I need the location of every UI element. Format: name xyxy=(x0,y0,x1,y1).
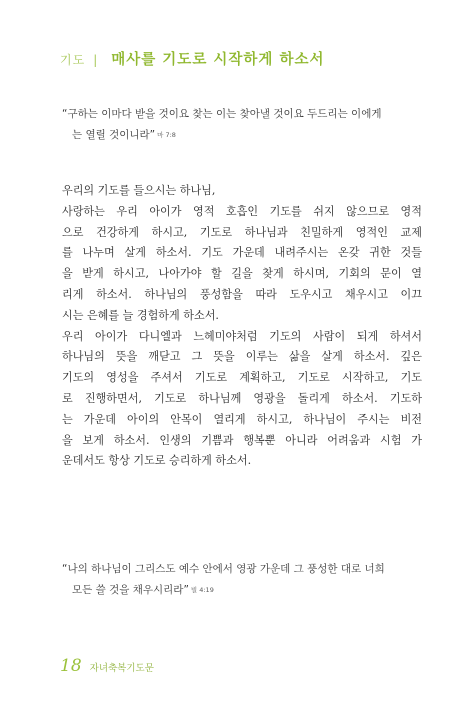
body-line: 을 받게 하시고, 나아가야 할 길을 찾게 하시며, 기회의 문이 열 xyxy=(62,267,422,281)
body-line: 를 나누며 살게 하소서. 기도 가운데 내려주시는 온갖 귀한 것들 xyxy=(62,246,422,260)
bottom-quote-line-1: “나의 하나님이 그리스도 예수 안에서 영광 가운데 그 풍성한 대로 너희 xyxy=(62,563,385,575)
bottom-quote-line-2: 모든 쓸 것을 채우시리라” xyxy=(72,584,189,596)
top-scripture-quote xyxy=(62,104,424,146)
top-quote-line-2: 는 열릴 것이니라” xyxy=(72,129,156,141)
header-separator: | xyxy=(93,53,98,67)
book-title: 자녀축복기도문 xyxy=(89,663,154,674)
body-line: 으로 건강하게 하시고, 기도로 하나님과 친밀하게 영적인 교제 xyxy=(62,225,422,239)
body-line: 을 보게 하소서. 인생의 기쁨과 행복뿐 아니라 어려움과 시험 가 xyxy=(62,433,422,447)
body-line: 운데서도 항상 기도로 승리하게 하소서. xyxy=(62,454,252,468)
body-line: 로 진행하면서, 기도로 하나님께 영광을 돌리게 하소서. 기도하 xyxy=(62,391,422,405)
body-line: 는 가운데 아이의 안목이 열리게 하시고, 하나님이 주시는 비전 xyxy=(62,412,422,426)
top-quote-line-1: “구하는 이마다 받을 것이요 찾는 이는 찾아낼 것이요 두드리는 이에게 xyxy=(62,108,382,120)
page-header xyxy=(60,48,420,70)
body-line: 시는 은혜를 늘 경험하게 하소서. xyxy=(62,308,219,322)
body-line: 사랑하는 우리 아이가 영적 호흡인 기도를 쉬지 않으므로 영적 xyxy=(62,204,422,218)
section-tag: 기도 xyxy=(60,53,86,67)
body-line: 하나님의 뜻을 깨닫고 그 뜻을 이루는 삶을 살게 하소서. 깊은 xyxy=(62,350,422,364)
body-line: 리게 하소서. 하나님의 풍성함을 따라 도우시고 채우시고 이끄 xyxy=(62,287,422,301)
page-footer xyxy=(60,656,154,676)
bottom-quote-reference: 빌 4:19 xyxy=(190,586,214,594)
body-line: 우리 아이가 다니엘과 느헤미야처럼 기도의 사람이 되게 하셔서 xyxy=(62,329,422,343)
top-quote-reference: 마 7:8 xyxy=(157,131,176,139)
body-line: 기도의 영성을 주셔서 기도로 계획하고, 기도로 시작하고, 기도 xyxy=(62,371,422,385)
body-line: 우리의 기도를 들으시는 하나님, xyxy=(62,184,216,197)
prayer-title: 매사를 기도로 시작하게 하소서 xyxy=(111,52,325,68)
bottom-scripture-quote xyxy=(62,559,424,601)
page-number: 18 xyxy=(60,656,82,676)
bottom-quote-line-2-wrap xyxy=(62,580,424,601)
top-quote-line-2-wrap xyxy=(62,125,424,146)
prayer-body xyxy=(62,181,422,472)
